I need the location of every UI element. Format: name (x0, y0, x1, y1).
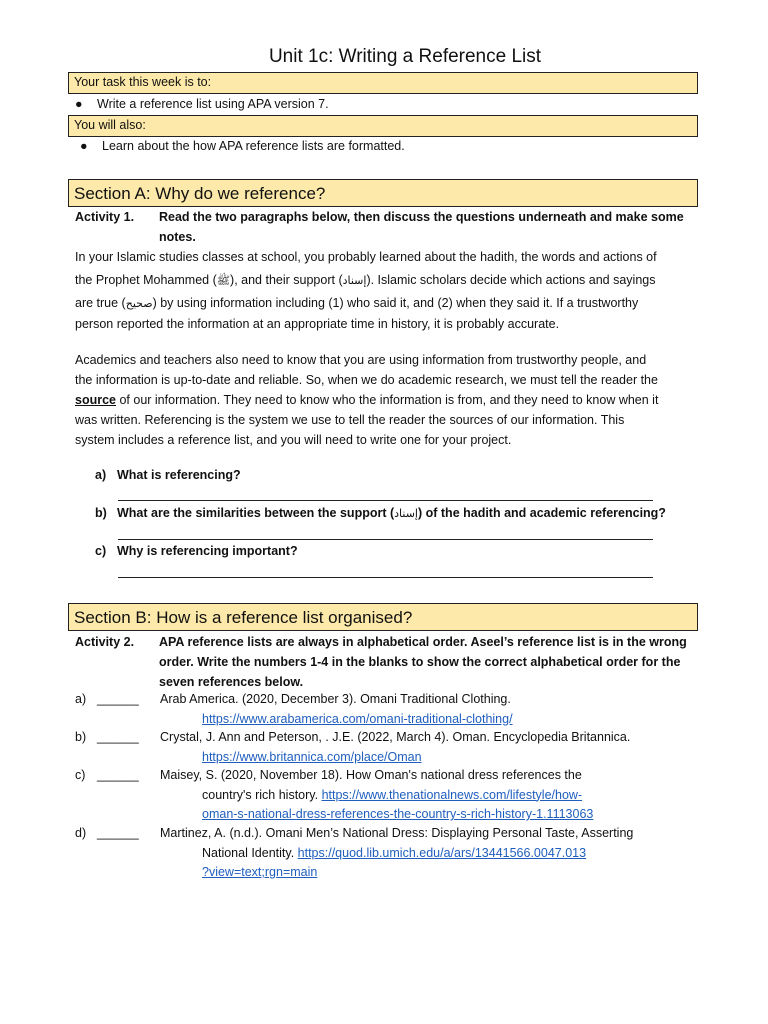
reference-c-text: Maisey, S. (2020, November 18). How Oman's national dress references the (160, 768, 582, 782)
para1-line2c: ). Islamic scholars decide which actions and sayings (366, 273, 656, 287)
reference-b-text: Crystal, J. Ann and Peterson, . J.E. (2022, March 4). Oman. Encyclopedia Britannica. (160, 730, 631, 744)
para2-line2: the information is up-to-date and reliable. So, when we do academic research, we must tell the reader the (75, 373, 658, 387)
para1-line1: In your Islamic studies classes at school, you probably learned about the hadith, the words and actions of (75, 250, 657, 264)
answer-line-c[interactable] (118, 577, 653, 578)
section-b-heading: Section B: How is a reference list organised? (68, 603, 698, 631)
para1-line2 (75, 270, 695, 291)
reference-b-blank[interactable]: ______ (97, 730, 139, 744)
also-bullet (80, 139, 405, 153)
para2-line3 (75, 390, 695, 410)
question-c-label: c) (95, 544, 107, 558)
reference-d-cont: National Identity. (202, 845, 298, 860)
activity-2-line2: order. Write the numbers 1-4 in the blanks to show the correct alphabetical order for the (159, 655, 681, 669)
section-a-heading: Section A: Why do we reference? (68, 179, 698, 207)
para1-line3a: are true ( (75, 296, 126, 310)
para1-line3 (75, 293, 695, 314)
para2-line5: system includes a reference list, and you will need to write one for your project. (75, 433, 512, 447)
reference-c-blank[interactable]: ______ (97, 768, 139, 782)
question-b-label: b) (95, 506, 107, 520)
reference-d-text: Martinez, A. (n.d.). Omani Men’s National Dress: Displaying Personal Taste, Asserting (160, 826, 634, 840)
activity-2-line3: seven references below. (159, 675, 304, 689)
reference-c-link-2[interactable]: oman-s-national-dress-references-the-country-s-rich-history-1.1113063 (202, 807, 594, 821)
task-item: Write a reference list using APA version 7. (97, 97, 329, 111)
reference-d-label: d) (75, 826, 87, 840)
reference-a (75, 690, 695, 729)
reference-b-link[interactable]: https://www.britannica.com/place/Oman (202, 749, 422, 764)
question-c-text: Why is referencing important? (117, 544, 298, 558)
paragraph-2 (75, 350, 695, 450)
activity-2-label: Activity 2. (75, 635, 135, 649)
question-b-text-b: ) of the hadith and academic referencing? (417, 506, 666, 520)
activity-1-text: Read the two paragraphs below, then discuss the questions underneath and make some notes. (159, 210, 684, 244)
reference-a-link[interactable]: https://www.arabamerica.com/omani-traditional-clothing/ (202, 711, 513, 726)
activity-2-line1: APA reference lists are always in alphabetical order. Aseel’s reference list is in the wrong (159, 635, 687, 649)
reference-b-label: b) (75, 730, 87, 744)
activity-1-label: Activity 1. (75, 210, 135, 224)
reference-a-label: a) (75, 692, 87, 706)
para1-line2a: the Prophet Mohammed ( (75, 273, 217, 287)
reference-d (75, 824, 695, 883)
reference-c-cont: country's rich history. (202, 787, 322, 802)
page-title: Unit 1c: Writing a Reference List (268, 46, 542, 67)
para1-line2b: ), and their support ( (230, 273, 343, 287)
reference-c (75, 766, 695, 825)
para1-line4: person reported the information at an appropriate time in history, it is probably accurate. (75, 317, 560, 331)
question-b (95, 506, 685, 520)
task-bullet (75, 97, 329, 111)
para2-line1: Academics and teachers also need to know that you are using information from trustworthy people, and (75, 353, 647, 367)
reference-a-blank[interactable]: ______ (97, 692, 139, 706)
arabic-sahih: صحيح (125, 297, 153, 310)
answer-line-b[interactable] (118, 539, 653, 540)
para1-line3b: ) by using information including (1) who said it, and (2) when they said it. If a trustworthy (152, 296, 639, 310)
question-b-text-a: What are the similarities between the support ( (117, 506, 395, 520)
paragraph-1 (75, 247, 695, 334)
reference-d-link-2[interactable]: ?view=text;rgn=main (202, 865, 318, 879)
task-header-band: Your task this week is to: (68, 72, 698, 94)
reference-d-link-1[interactable]: https://quod.lib.umich.edu/a/ars/13441566.0047.013 (297, 845, 587, 860)
activity-1 (75, 207, 700, 247)
question-a-text: What is referencing? (117, 468, 241, 482)
reference-b (75, 728, 695, 767)
pbuh-symbol: ﷺ (216, 274, 231, 287)
bullet-icon: ● (75, 97, 83, 111)
arabic-isnad: إسناد (342, 274, 367, 287)
arabic-isnad-q: إسناد (394, 507, 418, 520)
also-header-band: You will also: (68, 115, 698, 137)
reference-c-label: c) (75, 768, 86, 782)
source-word: source (75, 393, 116, 407)
reference-d-blank[interactable]: ______ (97, 826, 139, 840)
question-a (95, 468, 685, 482)
reference-c-link-1[interactable]: https://www.thenationalnews.com/lifestyle/how- (321, 787, 583, 802)
para2-line3-text: of our information. They need to know who the information is from, and they need to know when it (116, 393, 659, 407)
bullet-icon: ● (80, 139, 88, 153)
also-item: Learn about the how APA reference lists are formatted. (102, 139, 405, 153)
question-a-label: a) (95, 468, 107, 482)
activity-2 (75, 632, 700, 692)
reference-a-text: Arab America. (2020, December 3). Omani Traditional Clothing. (160, 692, 511, 706)
para2-line4: was written. Referencing is the system we use to tell the reader the sources of our information. This (75, 413, 625, 427)
question-c (95, 544, 685, 558)
answer-line-a[interactable] (118, 500, 653, 501)
